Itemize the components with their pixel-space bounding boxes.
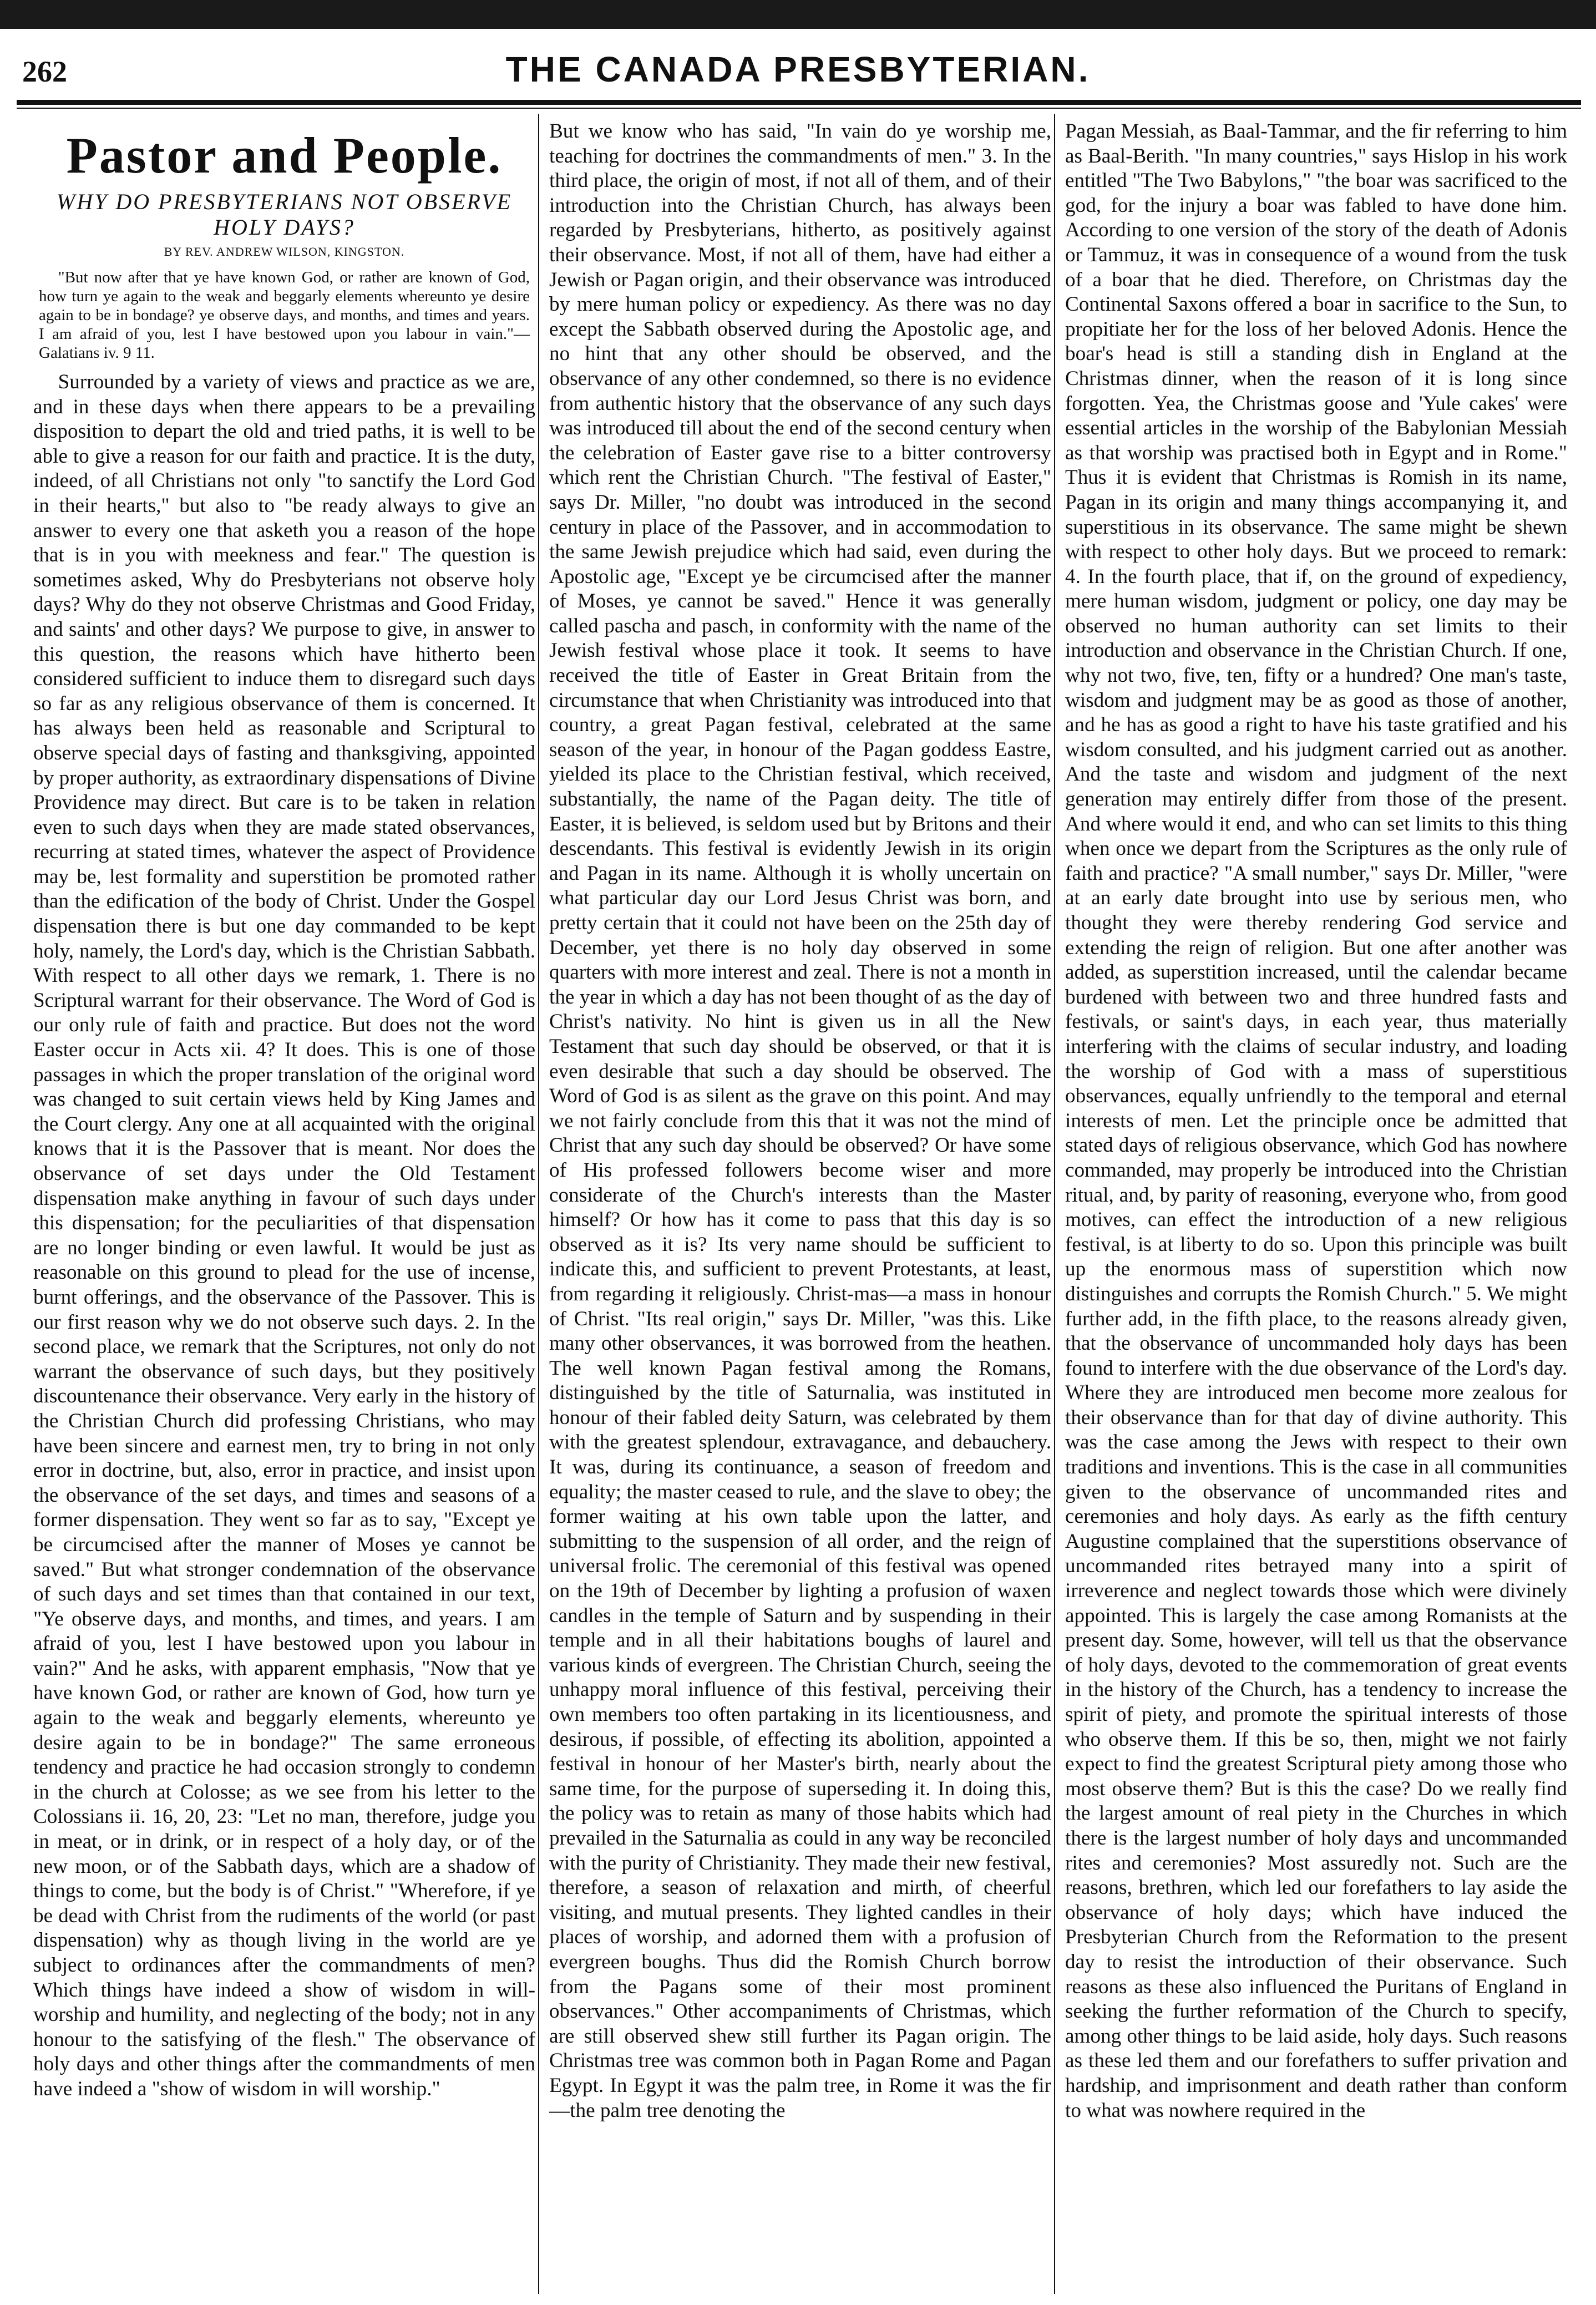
article-paragraph: But we know who has said, "In vain do ye worship me, teaching for doctrines the commandments of men." 3. In the third place, the origin of most, if not all of them, and of their introduction into the Christian Church, has always been regarded by Presbyterians, hitherto, as positively against their observance. Most, if not all of them, have had either a Jewish or Pagan origin, and their observance was introduced by mere human policy or expediency. As there was no day except the Sabbath observed during the Apostolic age, and no hint that any other should be observed, and the observance of any other condemned, so there is no evidence from authentic history that the observance of any such days was introduced till about the end of the second century when the celebration of Easter gave rise to a bitter controversy which rent the Christian Church. "The festival of Easter," says Dr. Miller, "no doubt was introduced in the second century in place of the Passover, and in accommodation to the same Jewish prejudice which had said, even during the Apostolic age, "Except ye be circumcised after the manner of Moses, ye cannot be saved." Hence it was generally called pascha and pasch, in conformity with the name of the Jewish festival whose place it took. It seems to have received the title of Easter in Great Britain from the circumstance that when Christianity was introduced into that country, a great Pagan festival, celebrated at the same season of the year, in honour of the Pagan goddess Eastre, yielded its place to the Christian festival, which received, substantially, the name of the Pagan deity. The title of Easter, it is believed, is seldom used but by Britons and their descendants. This festival is evidently Jewish in its origin and Pagan in its name. Although it is wholly uncertain on what particular day our Lord Jesus Christ was born, and pretty certain that it could not have been on the 25th day of December, yet there is no holy day observed in some quarters with more interest and zeal. There is not a month in the year in which a day has not been thought of as the day of Christ's nativity. No hint is given us in all the New Testament that such day should be observed, or that it is even desirable that such a day should be observed. The Word of God is as silent as the grave on this point. And may we not fairly conclude from this that it was not the mind of Christ that any such day should be observed? Or have some of His professed followers become wiser and more considerate of the Church's interests than the Master himself? Or how has it come to pass that this day is so observed as it is? Its very name should be sufficient to indicate this, and sufficient to prevent Protestants, at least, from regarding it religiously. Christ-mas—a mass in honour of Christ. "Its real origin," says Dr. Miller, "was this. Like many other observances, it was borrowed from the heathen. The well known Pagan festival among the Romans, distinguished by the title of Saturnalia, was instituted in honour of their fabled deity Saturn, was celebrated by them with the greatest splendour, extravagance, and debauchery. It was, during its continuance, a season of freedom and equality; the master ceased to rule, and the slave to obey; the former waiting at his own table upon the latter, and submitting to the suspension of all order, and the reign of universal frolic. The ceremonial of this festival was opened on the 19th of December by lighting a profusion of waxen candles in the temple of Saturn and by suspending in their temple and in all their habitations boughs of laurel and various kinds of evergreen. The Christian Church, seeing the unhappy moral influence of this festival, perceiving their own members too often partaking in its licentiousness, and desirous, if possible, of effecting its abolition, appointed a festival in honour of her Master's birth, nearly about the same time, for the purpose of superseding it. In doing this, the policy was to retain as many of those habits which had prevailed in the Saturnalia as could in any way be reconciled with the purity of Christianity. They made their new festival, therefore, a season of relaxation and mirth, of cheerful visiting, and mutual presents. They lighted candles in their places of worship, and adorned them with a profusion of evergreen boughs. Thus did the Romish Church borrow from the Pagans some of their most prominent observances." Other accompaniments of Christmas, which are still observed shew still further its Pagan origin. The Christmas tree was common both in Pagan Rome and Pagan Egypt. In Egypt it was the palm tree, in Rome it was the fir—the palm tree denoting the [549, 120, 1051, 2122]
page-top-band [0, 0, 1596, 29]
page-number: 262 [22, 55, 67, 88]
article-paragraph: Pagan Messiah, as Baal-Tammar, and the fir referring to him as Baal-Berith. "In many countries," says Hislop in his work entitled "The Two Babylons," "the boar was sacrificed to the god, for the injury a boar was fabled to have done him. According to one version of the story of the death of Adonis or Tammuz, it was in consequence of a wound from the tusk of a boar that he died. Therefore, on Christmas day the Continental Saxons offered a boar in sacrifice to the Sun, to propitiate her for the loss of her beloved Adonis. Hence the boar's head is still a standing dish in England at the Christmas dinner, when the reason of it is long since forgotten. Yea, the Christmas goose and 'Yule cakes' were essential articles in the worship of the Babylonian Messiah as that worship was practised both in Egypt and in Rome." Thus it is evident that Christmas is Romish in its name, Pagan in its origin and many things accompanying it, and superstitious in its observance. The same might be shewn with respect to other holy days. But we proceed to remark: 4. In the fourth place, that if, on the ground of expediency, mere human wisdom, judgment or policy, one day may be observed no human authority can set limits to their introduction and observance in the Christian Church. If one, why not two, five, ten, fifty or a hundred? One man's taste, wisdom and judgment may be as good as those of another, and he has as good a right to have his taste gratified and his wisdom consulted, and his judgment carried out as another. And the taste and wisdom and judgment of the next generation may entirely differ from those of the present. And where would it end, and who can set limits to this thing when once we depart from the Scriptures as the only rule of faith and practice? "A small number," says Dr. Miller, "were at an early date brought into use by serious men, who thought they were thereby rendering God service and extending the reign of religion. But one after another was added, as superstition increased, until the calendar became burdened with between two and three hundred fasts and festivals, or saint's days, in each year, thus materially interfering with the claims of secular industry, and loading the worship of God with a mass of superstitious observances, equally unfriendly to the temporal and eternal interests of men. Let the principle once be admitted that stated days of religious observance, which God has nowhere commanded, may properly be introduced into the Christian ritual, and, by parity of reasoning, everyone who, from good motives, can effect the introduction of a new religious festival, is at liberty to do so. Upon this principle was built up the enormous mass of superstition which now distinguishes and corrupts the Romish Church." 5. We might further add, in the fifth place, to the reasons already given, that the observance of uncommanded holy days has been found to interfere with the due observance of the Lord's day. Where they are introduced men become more zealous for their observance than for that day of divine authority. This was the case among the Jews with respect to their own traditions and inventions. This is the case in all communities given to the observance of uncommanded rites and ceremonies and holy days. As early as the fifth century Augustine complained that the superstitions observance of uncommanded rites betrayed many into a spirit of irreverence and neglect towards those which were divinely appointed. This is largely the case among Romanists at the present day. Some, however, will tell us that the observance of holy days, devoted to the commemoration of great events in the history of the Church, has a tendency to increase the spirit of piety, and promote the spiritual interests of those who observe them. If this be so, then, might we not fairly expect to find the greatest Scriptural piety among those who most observe them? But is this the case? Do we really find the largest amount of real piety in the Churches in which there is the largest number of holy days and uncommanded rites and ceremonies? Most assuredly not. Such are the reasons, brethren, which led our forefathers to lay aside the observance of holy days; which have induced the Presbyterian Church from the Reformation to the present day to resist the introduction of their observance. Such reasons as these also influenced the Puritans of England in seeking the further reformation of the Church to specify, among other things to be laid aside, holy days. Such reasons as these led them and our forefathers to suffer privation and hardship, and imprisonment and death rather than conform to what was nowhere required in the [1065, 120, 1567, 2122]
article-epigraph: "But now after that ye have known God, or rather are known of God, how turn ye again to the weak and beggarly elements whereunto ye desire again to be in bondage? ye observe days, and months, and times and years. I am afraid of you, lest I have bestowed upon you labour in vain."—Galatians iv. 9 11. [39, 269, 530, 362]
masthead-title: THE CANADA PRESBYTERIAN. [505, 49, 1091, 89]
header-rule-thick [17, 100, 1581, 105]
column-divider [538, 114, 539, 2294]
article-paragraph: Surrounded by a variety of views and practice as we are, and in these days when there appears to be a prevailing disposition to depart the old and tried paths, it is well to be able to give a reason for our faith and practice. It is the duty, indeed, of all Christians not only "to sanctify the Lord God in their hearts," but also to "be ready always to give an answer to every one that asketh you a reason of the hope that is in you with meekness and fear." The question is sometimes asked, Why do Presbyterians not observe holy days? Why do they not observe Christmas and Good Friday, and saints' and other days? We purpose to give, in answer to this question, the reasons which have hitherto been considered sufficient to induce them to disregard such days so far as any religious observance of them is concerned. It has always been held as reasonable and Scriptural to observe special days of fasting and thanksgiving, appointed by proper authority, as extraordinary dispensations of Divine Providence may direct. But care is to be taken in relation even to such days when they are made stated observances, recurring at stated times, whatever the aspect of Providence may be, lest formality and superstition be promoted rather than the edification of the body of Christ. Under the Gospel dispensation there is but one day commanded to be kept holy, namely, the Lord's day, which is the Christian Sabbath. With respect to all other days we remark, 1. There is no Scriptural warrant for their observance. The Word of God is our only rule of faith and practice. But does not the word Easter occur in Acts xii. 4? It does. This is one of those passages in which the proper translation of the original word was changed to suit certain views held by King James and the Court clergy. Any one at all acquainted with the original knows that it is the Passover that is meant. Nor does the observance of set days under the Old Testament dispensation make anything in favour of such days under this dispensation; for the peculiarities of that dispensation are no longer binding or even lawful. It would be just as reasonable on this ground to plead for the use of incense, burnt offerings, and the observance of the Passover. This is our first reason why we do not observe such days. 2. In the second place, we remark that the Scriptures, not only do not warrant the observance of such days, but they positively discountenance their observance. Very early in the history of the Christian Church did professing Christians, who may have been sincere and earnest men, try to bring in not only error in doctrine, but, also, error in practice, and insist upon the observance of the set days, and times and seasons of a former dispensation. They went so far as to say, "Except ye be circumcised after the manner of Moses ye cannot be saved." But what stronger condemnation of the observance of such days and set times than that contained in our text, "Ye observe days, and months, and times, and years. I am afraid of you, lest I have bestowed upon you labour in vain?" And he asks, with apparent emphasis, "Now that ye have known God, or rather are known of God, how turn ye again to the weak and beggarly elements, whereunto ye desire again to be in bondage?" The same erroneous tendency and practice he had occasion strongly to condemn in the church at Colosse; as we see from his letter to the Colossians ii. 16, 20, 23: "Let no man, therefore, judge you in meat, or in drink, or in respect of a holy day, or of the new moon, or of the Sabbath days, which are a shadow of things to come, but the body is of Christ." "Wherefore, if ye be dead with Christ from the rudiments of the world (or past dispensation) why as though living in the world are ye subject to ordinances after the commandments of men? Which things have indeed a show of wisdom in will-worship and humility, and neglecting of the body; not in any honour to the satisfying of the flesh." The observance of holy days and other things after the commandments of men have indeed a "show of wisdom in will worship." [33, 371, 535, 2100]
article-title: WHY DO PRESBYTERIANS NOT OBSERVE HOLY DAYS? [56, 189, 513, 240]
header-rule-thin [17, 108, 1581, 109]
column-2 [549, 119, 1051, 2286]
column-3 [1065, 119, 1567, 2286]
page-header [0, 49, 1596, 99]
column-divider [1054, 114, 1055, 2294]
article-byline: BY REV. ANDREW WILSON, KINGSTON. [164, 245, 405, 259]
section-heading: Pastor and People. [66, 127, 503, 184]
column-1 [33, 119, 535, 2286]
